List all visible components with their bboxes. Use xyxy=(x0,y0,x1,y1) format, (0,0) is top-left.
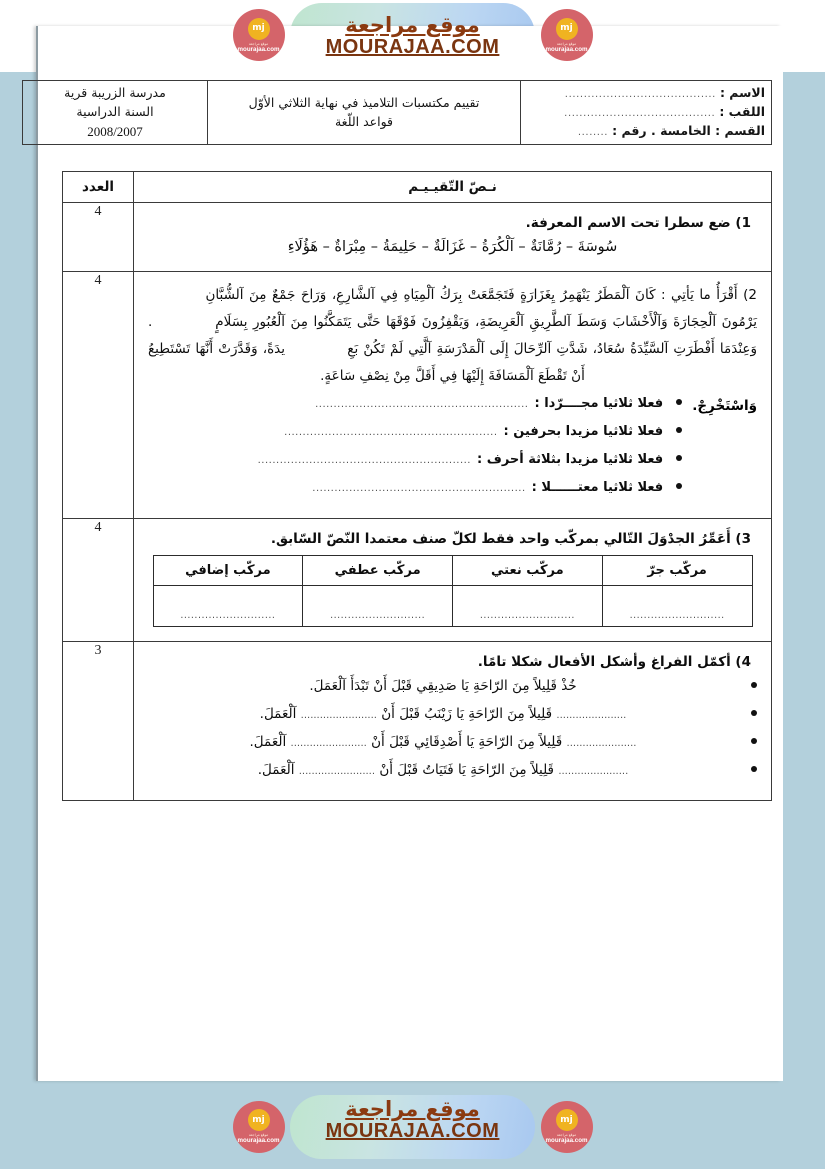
exercise-1-title: 1) ضع سطرا تحت الاسم المعرفة. xyxy=(525,215,751,231)
logo-mark-icon: mj xyxy=(556,1109,578,1131)
exercise-3-score: 4 xyxy=(63,519,134,642)
table-row-exercise-1 xyxy=(63,203,772,272)
surname-blank-line[interactable]: ........................................ xyxy=(564,108,716,120)
student-identity-cell xyxy=(521,81,772,145)
sentence-end-text: آلْعَمَلَ. xyxy=(259,706,297,722)
banner-arabic-title: موقع مراجعة xyxy=(345,1097,480,1122)
bullet-label: فعلا ثلاثيا معتــــــلا : xyxy=(531,480,664,495)
surname-label: اللقب : xyxy=(719,104,765,120)
sentence-middle-text: قَلِيلاً مِنَ الرّاحَةِ يَا فَتَيَاتُ قَبْلَ أَنْ xyxy=(379,762,555,778)
grid-answer-cell-idafi[interactable] xyxy=(153,586,303,627)
exercise-2-passage xyxy=(148,282,757,390)
sentence-blank-2[interactable]: ........................ xyxy=(300,710,377,721)
cell-blank-line: ........................... xyxy=(180,610,276,621)
list-item xyxy=(148,678,757,694)
list-item xyxy=(148,480,682,495)
exercise-2-cell xyxy=(134,272,772,519)
logo-subtitle-arabic: موقع مراجعة xyxy=(248,41,269,46)
exercise-4-sentence-list xyxy=(148,678,757,778)
table-row xyxy=(23,81,772,145)
table-row-exercise-2 xyxy=(63,272,772,519)
answer-blank-line[interactable]: .......................................................... xyxy=(284,427,498,438)
class-number-blank-line[interactable]: ........ xyxy=(577,126,609,138)
fill-sentence-fatayat xyxy=(148,762,738,778)
sentence-blank-2[interactable]: ........................ xyxy=(290,738,367,749)
grammar-classification-table xyxy=(153,555,753,627)
document-page xyxy=(38,26,783,1081)
bullet-icon xyxy=(751,682,757,688)
bullet-icon xyxy=(676,455,682,461)
grid-header-naati: مركّب نعتي xyxy=(453,556,603,586)
extract-instruction-label: وَاسْتَخْرِجْ. xyxy=(692,398,757,414)
exam-title-cell xyxy=(208,81,521,145)
banner-text-block xyxy=(326,1098,500,1142)
sentence-blank-1[interactable]: ...................... xyxy=(566,738,637,749)
exercise-2-passage-part1: كَانَ آلْمَطَرُ يَنْهَمِرُ يِغَزَارَةٍ فَتَجَمَّعَتْ بِرَكُ آلْمِيَاهِ فِي آلشَّارِعِ، وَرَاحَ جَمْعٌ مِنَ آلشُّبَّانِ xyxy=(205,287,656,303)
column-header-content: نـصّ التّقيـيـم xyxy=(134,172,772,203)
exercise-4-title: 4) أكمّل الفراغ وأشكل الأفعال شكلا تامًا. xyxy=(477,654,751,670)
logo-subtitle-url: mourajaa.com xyxy=(237,1137,280,1144)
exercise-2-extract-block xyxy=(148,396,757,508)
answer-blank-line[interactable]: .......................................................... xyxy=(257,455,471,466)
logo-subtitle-arabic: موقع مراجعة xyxy=(248,1133,269,1137)
class-label: القسم : الخامسة . رقم : xyxy=(612,122,765,138)
exercise-1-word-list: سُوسَةَ – رُمَّانَةٌ – آلْكُرَةُ – غَزَالَةٌ – حَلِيمَةُ – مِبْرَاةٌ – هَؤُلَاءِ xyxy=(287,239,618,255)
grid-answer-cell-naati[interactable] xyxy=(453,586,603,627)
cell-blank-line: ........................... xyxy=(330,610,426,621)
cell-blank-line: ........................... xyxy=(629,610,725,621)
bullet-icon xyxy=(676,483,682,489)
student-class-row xyxy=(527,122,765,141)
grid-answer-cell-jarr[interactable] xyxy=(602,586,752,627)
table-header-row xyxy=(63,172,772,203)
mourajaa-logo-left xyxy=(233,9,285,61)
fill-sentence-zainab xyxy=(148,706,738,722)
school-info-cell xyxy=(23,81,208,145)
logo-subtitle-arabic: موقع مراجعة xyxy=(556,41,577,46)
logo-mark-icon: mj xyxy=(248,18,270,40)
bullet-icon xyxy=(676,399,682,405)
bullet-icon xyxy=(751,766,757,772)
table-row-exercise-4 xyxy=(63,642,772,801)
list-item xyxy=(148,396,682,411)
list-item xyxy=(148,762,757,778)
school-name: مدرسة الزريبة قرية xyxy=(64,85,166,100)
banner-inner xyxy=(233,1085,593,1157)
list-item xyxy=(148,734,757,750)
logo-mark-icon: mj xyxy=(556,18,578,40)
sentence-middle-text: قَلِيلاً مِنَ الرّاحَةِ يَا زَيْنَبُ قَبْلَ أَنْ xyxy=(381,706,553,722)
exercise-2-passage-part2: يَرْمُونَ آلْحِجَارَةَ وَآلْأَخْشَابَ وَسَطَ آلطَّرِيقِ آلْعَرِيضَةِ، وَيَقْفِزُونَ فَوْقَهَا حَتَّى يَتَمَكَّنُوا مِنَ آلْعُبُورِ بِسَلَامٍ xyxy=(215,314,757,330)
exercise-2-passage-part3: . وَعِنْدَمَا أَفْطَرَتِ آلسَّيِّدَةُ سُعَادُ، شَدَّتِ آلرِّحَالَ إِلَى آلْمَدْرَسَةِ آلَّتِي لَمْ تَكُنْ بَعِ xyxy=(148,314,757,357)
answer-blank-line[interactable]: .......................................................... xyxy=(312,483,526,494)
school-year-value: 2008/2007 xyxy=(87,123,143,139)
exercise-3-cell xyxy=(134,519,772,642)
table-row-exercise-3 xyxy=(63,519,772,642)
bullet-icon xyxy=(751,710,757,716)
name-blank-line[interactable]: ........................................ xyxy=(564,89,716,101)
grid-answer-cell-atfi[interactable] xyxy=(303,586,453,627)
answer-blank-line[interactable]: .......................................................... xyxy=(315,399,529,410)
example-sentence: خُذْ قَلِيلاً مِنَ الرّاحَةِ يَا صَدِيقِي قَبْلَ أَنْ تَبْدَأَ آلْعَمَلَ. xyxy=(309,678,577,694)
logo-mark-icon: mj xyxy=(248,1109,270,1131)
fill-sentence-asdiqai xyxy=(148,734,738,750)
exercise-2-title: 2) أَقْرَأُ ما يَأتِي : xyxy=(661,287,758,303)
exam-header-table xyxy=(22,80,772,145)
logo-subtitle-url: mourajaa.com xyxy=(545,45,588,53)
banner-arabic-title: موقع مراجعة xyxy=(345,12,480,37)
list-item xyxy=(148,706,757,722)
grid-header-atfi: مركّب عطفي xyxy=(303,556,453,586)
exam-table-body xyxy=(63,203,772,801)
list-item xyxy=(148,452,682,467)
banner-website-url[interactable]: MOURAJAA.COM xyxy=(325,35,500,58)
cell-blank-line: ........................... xyxy=(479,610,575,621)
mourajaa-logo-left xyxy=(233,1101,285,1153)
bullet-icon xyxy=(751,738,757,744)
exam-table-head xyxy=(63,172,772,203)
logo-subtitle-arabic: موقع مراجعة xyxy=(556,1133,577,1137)
sentence-end-text: آلْعَمَلَ. xyxy=(249,734,287,750)
mourajaa-logo-right xyxy=(541,9,593,61)
list-item xyxy=(148,424,682,439)
sentence-middle-text: قَلِيلاً مِنَ الرّاحَةِ يَا أَصْدِقَائِي قَبْلَ أَنْ xyxy=(371,734,563,750)
logo-subtitle-url: mourajaa.com xyxy=(237,45,280,53)
grid-header-jarr: مركّب جرّ xyxy=(602,556,752,586)
sentence-blank-1[interactable]: ...................... xyxy=(558,766,629,777)
sentence-end-text: آلْعَمَلَ. xyxy=(257,762,295,778)
banner-website-url[interactable]: MOURAJAA.COM xyxy=(325,1120,500,1143)
exercise-1-cell xyxy=(134,203,772,272)
bottom-promo-banner xyxy=(0,1072,825,1169)
student-name-row xyxy=(527,84,765,103)
sentence-blank-1[interactable]: ...................... xyxy=(556,710,627,721)
table-row xyxy=(153,586,752,627)
exercise-4-score: 3 xyxy=(63,642,134,801)
grid-header-idafi: مركّب إضافي xyxy=(153,556,303,586)
bullet-icon xyxy=(676,427,682,433)
exercise-1-score: 4 xyxy=(63,203,134,272)
document-body xyxy=(62,80,772,801)
logo-subtitle-url: mourajaa.com xyxy=(545,1137,588,1144)
banner-text-block xyxy=(326,14,500,58)
table-header-row xyxy=(153,556,752,586)
exercise-4-cell xyxy=(134,642,772,801)
mourajaa-logo-right xyxy=(541,1101,593,1153)
exam-title-text: تقييم مكتسبات التلاميذ في نهاية الثلاثي الأوّل xyxy=(248,94,480,110)
sentence-blank-2[interactable]: ........................ xyxy=(298,766,376,777)
student-surname-row xyxy=(527,103,765,122)
exercise-2-passage-part4: يدَةً، وَقَدَّرَتْ أَنَّهَا تَسْتَطِيعُ أَنْ تَقْطَعَ آلْمَسَافَةَ إِلَيْهَا فِي أَقَلَّ مِنْ نِصْفِ سَاعَةٍ. xyxy=(148,341,585,384)
school-year-label: السنة الدراسية xyxy=(76,103,154,119)
bullet-label: فعلا ثلاثيا مزيدا بحرفين : xyxy=(503,424,664,439)
exercise-3-title: 3) أَعَمِّرُ الجدْوَلَ التّالي بمركّب واحد فقط لكلّ صنف معتمدا النّصّ السّابق. xyxy=(270,531,751,547)
bullet-label: فعلا ثلاثيا مزيدا بثلاثة أحرف : xyxy=(477,452,664,467)
exercise-2-score: 4 xyxy=(63,272,134,519)
exam-content-table xyxy=(62,171,772,801)
name-label: الاسم : xyxy=(719,85,765,101)
exam-subject-text: قواعد اللّغة xyxy=(334,113,394,129)
exercise-2-bullet-list xyxy=(148,396,682,508)
column-header-score: العدد xyxy=(63,172,134,203)
bullet-label: فعلا ثلاثيا مجــــرّدا : xyxy=(534,396,664,411)
